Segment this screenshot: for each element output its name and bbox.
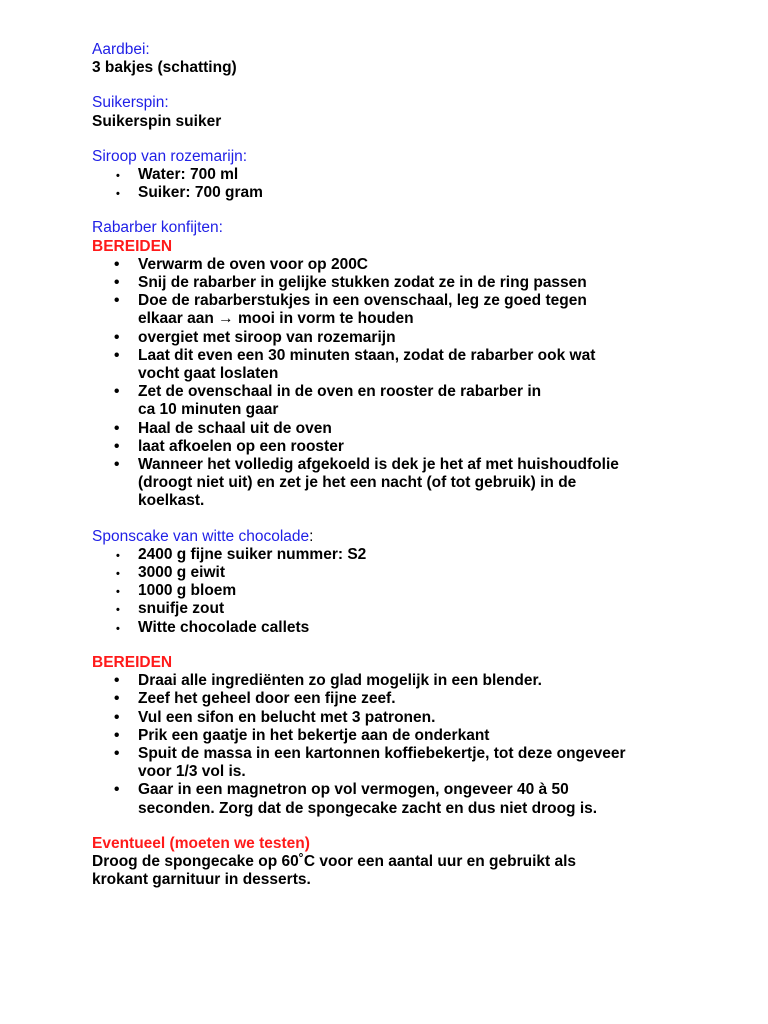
bullet-icon: • — [114, 456, 120, 474]
bullet-icon: • — [116, 170, 120, 183]
list-item: • Snij de rabarber in gelijke stukken zodat ze in de ring passen — [114, 274, 587, 292]
bullet-icon: • — [116, 604, 120, 617]
section-heading-rabarber: Rabarber konfijten: — [92, 219, 223, 237]
bullet-icon: • — [116, 622, 120, 635]
bullet-icon: • — [114, 274, 120, 292]
list-item: • Laat dit even een 30 minuten staan, zodat de rabarber ook wat vocht gaat loslaten — [114, 346, 596, 383]
list-item: • Zet de ovenschaal in de oven en rooster de rabarber in ca 10 minuten gaar — [114, 383, 542, 419]
bereiden-steps-list — [92, 672, 732, 818]
bullet-icon: • — [114, 672, 120, 690]
bullet-icon: • — [114, 708, 120, 726]
list-item: • Gaar in een magnetron op vol vermogen, ongeveer 40 à 50 seconden. Zorg dat de spongecake zacht en dus niet droog is. — [114, 781, 598, 817]
document-page — [92, 41, 732, 889]
spacer — [92, 637, 732, 654]
list-item: • Witte chocolade callets — [92, 619, 732, 637]
aardbei-text: 3 bakjes (schatting) — [92, 59, 237, 77]
bullet-icon: • — [114, 437, 120, 455]
spacer — [92, 818, 732, 835]
list-item: • 1000 g bloem — [92, 582, 732, 600]
list-item: • overgiet met siroop van rozemarijn — [114, 328, 396, 346]
list-item: • Water: 700 ml — [92, 166, 732, 184]
list-item: • 3000 g eiwit — [92, 564, 732, 582]
section-heading-siroop: Siroop van rozemarijn: — [92, 147, 248, 165]
spacer — [92, 131, 732, 148]
list-item: • Wanneer het volledig afgekoeld is dek je het af met huishoudfolie (droogt niet uit) en zet je het een nacht (of tot gebruik) in de koelkast. — [114, 456, 619, 510]
list-item: • Prik een gaatje in het bekertje aan de onderkant — [114, 726, 490, 744]
list-item: • Draai alle ingrediënten zo glad mogelijk in een blender. — [114, 672, 542, 690]
bullet-icon: • — [114, 726, 120, 744]
list-item: • Verwarm de oven voor op 200C — [114, 255, 369, 273]
bullet-icon: • — [114, 744, 120, 762]
bullet-icon: • — [114, 346, 120, 364]
spacer — [92, 511, 732, 528]
rabarber-steps-list — [92, 256, 732, 511]
suikerspin-text: Suikerspin suiker — [92, 112, 222, 130]
list-item: • Doe de rabarberstukjes in een ovenschaal, leg ze goed tegen elkaar aan → mooi in vorm te houden — [114, 292, 587, 328]
spacer — [92, 77, 732, 94]
bullet-icon: • — [114, 292, 120, 310]
section-heading-sponscake: Sponscake van witte chocolade: — [92, 527, 314, 545]
bullet-icon: • — [114, 328, 120, 346]
section-heading-suikerspin: Suikerspin: — [92, 94, 169, 112]
bullet-icon: • — [114, 255, 120, 273]
bullet-icon: • — [116, 568, 120, 581]
list-item: • laat afkoelen op een rooster — [114, 437, 344, 455]
siroop-list — [92, 166, 732, 202]
bullet-icon: • — [116, 549, 120, 562]
eventueel-text: Droog de spongecake op 60˚C voor een aantal uur en gebruikt als krokant garnituur in desserts. — [92, 852, 577, 889]
sponscake-ingredients-list — [92, 546, 732, 637]
bullet-icon: • — [116, 188, 120, 201]
bullet-icon: • — [114, 419, 120, 437]
section-heading-bereiden: BEREIDEN — [92, 653, 173, 671]
list-item: • snuifje zout — [92, 600, 732, 618]
list-item: • Zeef het geheel door een fijne zeef. — [114, 690, 396, 708]
list-item: • Haal de schaal uit de oven — [114, 419, 332, 437]
list-item: • Suiker: 700 gram — [92, 184, 732, 202]
section-heading-eventueel: Eventueel (moeten we testen) — [92, 834, 310, 852]
bullet-icon: • — [114, 383, 120, 401]
list-item: • Vul een sifon en belucht met 3 patronen. — [114, 708, 436, 726]
bullet-icon: • — [116, 586, 120, 599]
list-item: • 2400 g fijne suiker nummer: S2 — [92, 546, 732, 564]
list-item: • Spuit de massa in een kartonnen koffiebekertje, tot deze ongeveer voor 1/3 vol is. — [114, 744, 626, 781]
spacer — [92, 202, 732, 219]
bullet-icon: • — [114, 690, 120, 708]
rabarber-subheading: BEREIDEN — [92, 237, 173, 255]
section-heading-aardbei: Aardbei: — [92, 41, 150, 58]
bullet-icon: • — [114, 781, 120, 799]
